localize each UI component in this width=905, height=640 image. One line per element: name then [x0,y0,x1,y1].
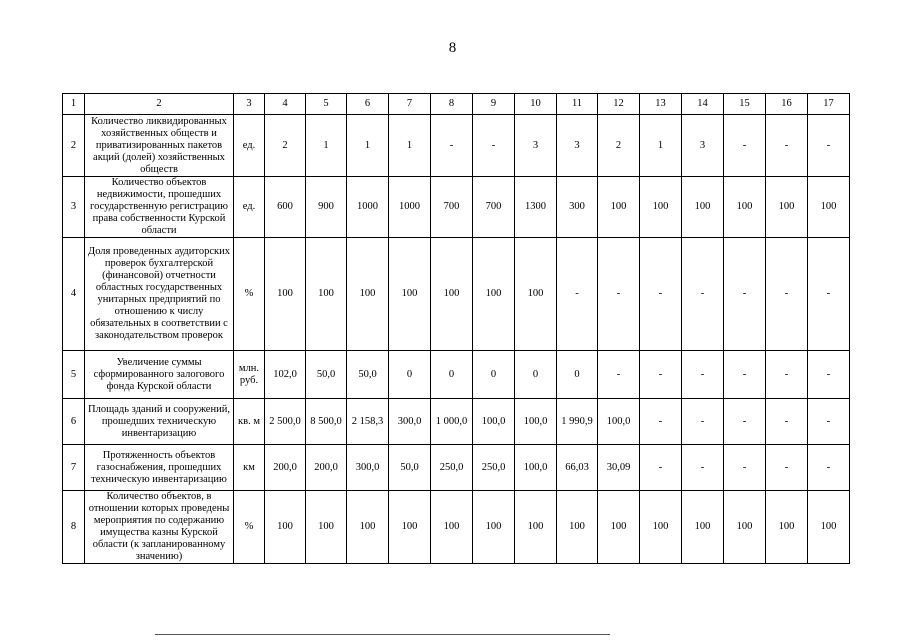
value-cell: - [724,351,766,399]
value-cell: 100 [724,177,766,238]
value-cell: 100 [640,491,682,564]
column-number-cell: 5 [306,94,347,115]
value-cell: 100 [306,491,347,564]
table-row [63,491,850,564]
table-header-row [63,94,850,115]
value-cell: 100 [347,491,389,564]
table-row [63,177,850,238]
column-number-cell: 17 [808,94,850,115]
column-number-cell: 4 [265,94,306,115]
value-cell: 100 [347,238,389,351]
value-cell: - [724,115,766,177]
value-cell: - [808,351,850,399]
value-cell: - [682,399,724,445]
indicator-name-cell: Площадь зданий и сооружений, прошедших техническую инвентаризацию [85,399,234,445]
value-cell: 0 [515,351,557,399]
value-cell: - [808,445,850,491]
column-number-cell: 6 [347,94,389,115]
value-cell: - [640,351,682,399]
value-cell: 1300 [515,177,557,238]
row-number-cell: 7 [63,445,85,491]
value-cell: 0 [473,351,515,399]
value-cell: 2 158,3 [347,399,389,445]
value-cell: 100 [389,491,431,564]
indicator-name-cell: Увеличение суммы сформированного залогового фонда Курской области [85,351,234,399]
value-cell: 100 [265,238,306,351]
value-cell: - [766,238,808,351]
value-cell: 0 [431,351,473,399]
value-cell: 100,0 [515,445,557,491]
value-cell: 100 [598,491,640,564]
value-cell: 3 [515,115,557,177]
column-number-cell: 12 [598,94,640,115]
value-cell: 300,0 [389,399,431,445]
indicator-name-cell: Количество ликвидированных хозяйственных обществ и приватизированных пакетов акций (долей) хозяйственных обществ [85,115,234,177]
unit-cell: кв. м [234,399,265,445]
value-cell: 200,0 [265,445,306,491]
value-cell: 100 [306,238,347,351]
column-number-cell: 3 [234,94,265,115]
value-cell: 30,09 [598,445,640,491]
value-cell: 2 500,0 [265,399,306,445]
value-cell: 100 [515,491,557,564]
value-cell: 100,0 [598,399,640,445]
value-cell: 1 [389,115,431,177]
value-cell: - [598,238,640,351]
value-cell: - [640,238,682,351]
value-cell: 8 500,0 [306,399,347,445]
column-number-cell: 10 [515,94,557,115]
value-cell: 900 [306,177,347,238]
value-cell: 100 [389,238,431,351]
value-cell: 100 [766,177,808,238]
value-cell: - [640,399,682,445]
table-row [63,399,850,445]
value-cell: - [598,351,640,399]
value-cell: 700 [473,177,515,238]
value-cell: 700 [431,177,473,238]
row-number-cell: 6 [63,399,85,445]
column-number-cell: 2 [85,94,234,115]
value-cell: 1 [306,115,347,177]
value-cell: 50,0 [389,445,431,491]
value-cell: 200,0 [306,445,347,491]
value-cell: 100 [766,491,808,564]
indicator-table [62,93,850,564]
column-number-cell: 16 [766,94,808,115]
column-number-cell: 7 [389,94,431,115]
value-cell: - [766,351,808,399]
value-cell: - [766,115,808,177]
column-number-cell: 9 [473,94,515,115]
column-number-cell: 13 [640,94,682,115]
value-cell: - [724,399,766,445]
value-cell: - [682,445,724,491]
indicator-name-cell: Доля проведенных аудиторских проверок бухгалтерской (финансовой) отчетности областных государственных унитарных предприятий по отношению к числу обязательных в соответствии с законодательством проверок [85,238,234,351]
value-cell: 0 [557,351,598,399]
value-cell: 100 [265,491,306,564]
value-cell: 66,03 [557,445,598,491]
value-cell: - [682,238,724,351]
value-cell: 300,0 [347,445,389,491]
row-number-cell: 3 [63,177,85,238]
value-cell: - [682,351,724,399]
value-cell: - [724,445,766,491]
column-number-cell: 15 [724,94,766,115]
value-cell: - [808,115,850,177]
value-cell: 102,0 [265,351,306,399]
value-cell: 1 990,9 [557,399,598,445]
value-cell: - [808,238,850,351]
value-cell: 100 [515,238,557,351]
table-row [63,238,850,351]
table-row [63,445,850,491]
value-cell: - [640,445,682,491]
row-number-cell: 5 [63,351,85,399]
column-number-cell: 14 [682,94,724,115]
value-cell: 1 000,0 [431,399,473,445]
indicator-name-cell: Протяженность объектов газоснабжения, прошедших техническую инвентаризацию [85,445,234,491]
value-cell: 100,0 [473,399,515,445]
value-cell: 250,0 [431,445,473,491]
column-number-cell: 8 [431,94,473,115]
value-cell: 100 [473,238,515,351]
unit-cell: % [234,238,265,351]
value-cell: 600 [265,177,306,238]
value-cell: 100,0 [515,399,557,445]
column-number-cell: 1 [63,94,85,115]
value-cell: - [766,399,808,445]
unit-cell: км [234,445,265,491]
row-number-cell: 2 [63,115,85,177]
value-cell: 100 [808,177,850,238]
value-cell: - [808,399,850,445]
unit-cell: % [234,491,265,564]
value-cell: 1 [640,115,682,177]
value-cell: 100 [640,177,682,238]
column-number-cell: 11 [557,94,598,115]
value-cell: 100 [431,238,473,351]
value-cell: 0 [389,351,431,399]
value-cell: - [724,238,766,351]
page-number: 8 [448,40,457,56]
value-cell: - [557,238,598,351]
page-bottom-rule [155,634,610,635]
table-row [63,115,850,177]
value-cell: - [431,115,473,177]
value-cell: 100 [598,177,640,238]
value-cell: 100 [682,177,724,238]
indicator-name-cell: Количество объектов, в отношении которых проведены мероприятия по содержанию имущества казны Курской области (к запланированному значению) [85,491,234,564]
value-cell: - [473,115,515,177]
unit-cell: ед. [234,115,265,177]
value-cell: 100 [431,491,473,564]
unit-cell: ед. [234,177,265,238]
value-cell: 100 [682,491,724,564]
value-cell: 100 [808,491,850,564]
value-cell: 1 [347,115,389,177]
row-number-cell: 8 [63,491,85,564]
value-cell: 50,0 [306,351,347,399]
value-cell: 2 [265,115,306,177]
value-cell: 1000 [389,177,431,238]
indicator-name-cell: Количество объектов недвижимости, прошедших государственную регистрацию права собственности Курской области [85,177,234,238]
value-cell: 100 [557,491,598,564]
unit-cell: млн. руб. [234,351,265,399]
value-cell: 2 [598,115,640,177]
value-cell: 300 [557,177,598,238]
value-cell: 100 [473,491,515,564]
value-cell: - [766,445,808,491]
value-cell: 3 [682,115,724,177]
value-cell: 100 [724,491,766,564]
value-cell: 3 [557,115,598,177]
value-cell: 50,0 [347,351,389,399]
row-number-cell: 4 [63,238,85,351]
value-cell: 1000 [347,177,389,238]
table-row [63,351,850,399]
value-cell: 250,0 [473,445,515,491]
